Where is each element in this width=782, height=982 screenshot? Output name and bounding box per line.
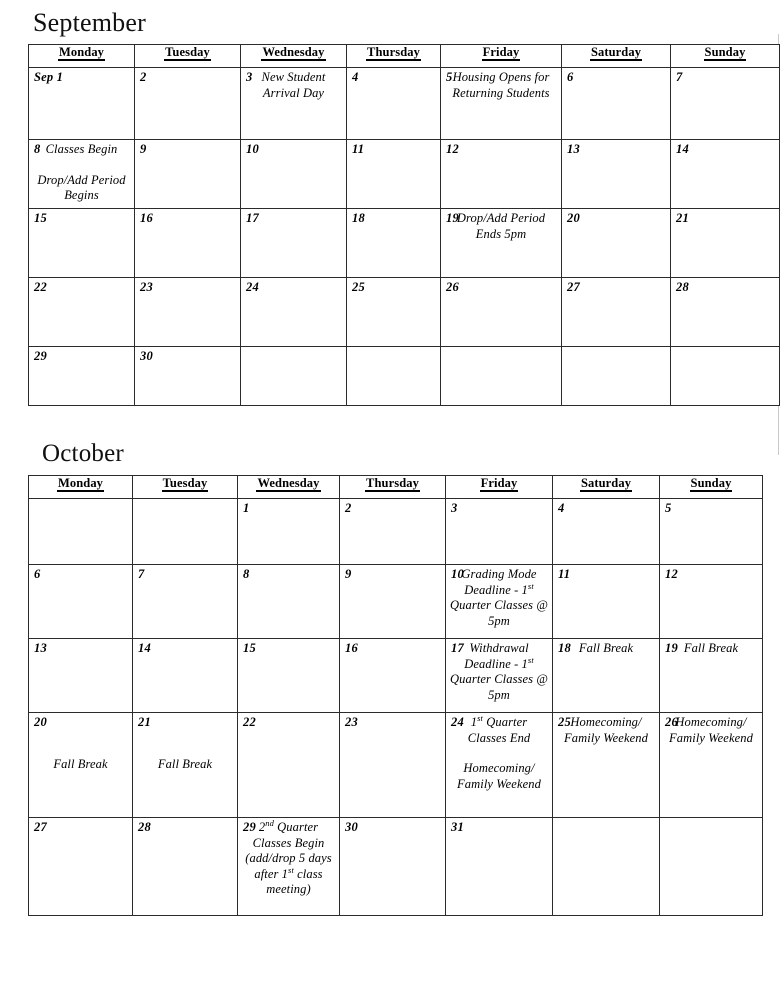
day-number: 15 (34, 211, 47, 225)
calendar-day-cell[interactable] (441, 209, 562, 278)
day-header-label: Saturday (590, 45, 642, 59)
calendar-day-cell[interactable] (135, 140, 241, 209)
calendar-day-cell[interactable] (553, 713, 660, 818)
calendar-week-row (29, 278, 780, 347)
calendar-day-cell[interactable] (241, 278, 347, 347)
day-number: 24 (451, 715, 464, 729)
day-header-thursday (347, 45, 441, 68)
calendar-day-cell-empty[interactable] (553, 818, 660, 916)
day-number: 8 (243, 567, 250, 581)
calendar-day-cell[interactable] (347, 68, 441, 140)
day-number: 9 (140, 142, 147, 156)
calendar-table-september (28, 44, 780, 406)
day-header-label: Wednesday (262, 45, 325, 59)
day-number: 1 (243, 501, 250, 515)
day-number: 9 (345, 567, 352, 581)
calendar-day-cell[interactable] (553, 499, 660, 565)
day-header-label: Friday (480, 476, 518, 490)
calendar-week-row (29, 818, 763, 916)
day-event-text: Homecoming/ Family Weekend (457, 761, 541, 791)
day-number: 21 (676, 211, 689, 225)
day-number: 2 (345, 501, 352, 515)
day-event-text: Withdrawal Deadline - 1st Quarter Classes @ 5pm (450, 641, 548, 702)
calendar-day-cell-empty[interactable] (671, 347, 780, 406)
month-title-october: October (42, 440, 124, 467)
day-number: 22 (243, 715, 256, 729)
calendar-day-cell[interactable] (446, 713, 553, 818)
day-number: 12 (446, 142, 459, 156)
calendar-day-cell[interactable] (135, 68, 241, 140)
calendar-day-cell-empty[interactable] (241, 347, 347, 406)
day-number: 19 (446, 211, 459, 225)
day-number: 17 (451, 641, 464, 655)
calendar-day-cell[interactable] (241, 68, 347, 140)
calendar-day-cell[interactable] (347, 209, 441, 278)
calendar-day-cell[interactable] (238, 713, 340, 818)
calendar-day-cell-empty[interactable] (347, 347, 441, 406)
day-events (29, 140, 134, 207)
month-title-september: September (33, 8, 146, 37)
calendar-day-cell[interactable] (562, 68, 671, 140)
day-events (241, 68, 346, 104)
calendar-day-cell[interactable] (347, 278, 441, 347)
day-number: 15 (243, 641, 256, 655)
day-header-tuesday (135, 45, 241, 68)
day-number: 8 (34, 142, 41, 156)
day-number: 6 (34, 567, 41, 581)
calendar-day-cell[interactable] (135, 209, 241, 278)
calendar-day-cell[interactable] (553, 639, 660, 713)
calendar-day-cell[interactable] (446, 565, 553, 639)
day-number: 20 (567, 211, 580, 225)
day-header-label: Friday (482, 45, 520, 59)
day-number: 16 (345, 641, 358, 655)
day-event-text: Fall Break (157, 757, 213, 771)
calendar-day-cell[interactable] (238, 565, 340, 639)
day-header-label: Wednesday (257, 476, 320, 490)
calendar-day-cell[interactable] (660, 639, 763, 713)
calendar-day-cell[interactable] (133, 639, 238, 713)
day-header-thursday (340, 476, 446, 499)
day-number: 16 (140, 211, 153, 225)
calendar-day-cell[interactable] (133, 713, 238, 818)
day-header-wednesday (241, 45, 347, 68)
day-number: 3 (451, 501, 458, 515)
day-number: 11 (558, 567, 571, 581)
calendar-day-cell[interactable] (340, 499, 446, 565)
day-header-label: Monday (57, 476, 104, 490)
calendar-day-cell[interactable] (238, 499, 340, 565)
day-event-text: New Student Arrival Day (261, 70, 326, 100)
day-number: 4 (352, 70, 359, 84)
calendar-day-cell[interactable] (133, 565, 238, 639)
calendar-week-row (29, 68, 780, 140)
calendar-week-row (29, 565, 763, 639)
day-number: 10 (451, 567, 464, 581)
day-header-monday (29, 45, 135, 68)
day-header-row (29, 45, 780, 68)
day-number: 26 (446, 280, 459, 294)
calendar-day-cell-empty[interactable] (562, 347, 671, 406)
day-event-text: 2nd Quarter Classes Begin (add/drop 5 days after 1st class meeting) (245, 817, 332, 896)
calendar-day-cell[interactable] (562, 278, 671, 347)
day-number: 23 (345, 715, 358, 729)
calendar-day-cell[interactable] (241, 140, 347, 209)
day-event-text: Drop/Add Period Begins (37, 172, 126, 202)
calendar-day-cell-empty[interactable] (660, 818, 763, 916)
calendar-day-cell[interactable] (29, 818, 133, 916)
day-header-sunday (671, 45, 780, 68)
day-number: 3 (246, 70, 253, 84)
day-event-text: Classes Begin (45, 142, 118, 156)
calendar-day-cell[interactable] (29, 140, 135, 209)
day-number: 19 (665, 641, 678, 655)
day-number: 26 (665, 715, 678, 729)
day-number: 28 (676, 280, 689, 294)
calendar-day-cell[interactable] (340, 713, 446, 818)
day-number: Sep 1 (34, 70, 64, 84)
calendar-day-cell-empty[interactable] (29, 499, 133, 565)
calendar-day-cell[interactable] (340, 818, 446, 916)
calendar-week-row (29, 347, 780, 406)
day-events (441, 209, 561, 245)
day-header-label: Sunday (690, 476, 732, 490)
day-header-sunday (660, 476, 763, 499)
day-header-monday (29, 476, 133, 499)
calendar-week-row (29, 209, 780, 278)
calendar-day-cell[interactable] (340, 565, 446, 639)
day-number: 14 (138, 641, 151, 655)
day-event-text: 1st Quarter Classes End (467, 712, 531, 745)
day-number: 24 (246, 280, 259, 294)
day-event-text: Homecoming/ Family Weekend (564, 715, 648, 745)
day-event-text: Grading Mode Deadline - 1st Quarter Classes @ 5pm (450, 567, 548, 628)
day-header-friday (441, 45, 562, 68)
day-header-label: Saturday (580, 476, 632, 490)
day-event-text: Housing Opens for Returning Students (452, 70, 550, 100)
calendar-week-row (29, 140, 780, 209)
day-number: 17 (246, 211, 259, 225)
day-number: 27 (34, 820, 47, 834)
day-header-tuesday (133, 476, 238, 499)
day-number: 27 (567, 280, 580, 294)
calendar-day-cell[interactable] (441, 278, 562, 347)
day-number: 14 (676, 142, 689, 156)
day-header-label: Thursday (366, 476, 419, 490)
calendar-day-cell[interactable] (29, 209, 135, 278)
day-number: 18 (558, 641, 571, 655)
day-number: 13 (34, 641, 47, 655)
day-event-text: Fall Break (683, 641, 739, 655)
day-number: 23 (140, 280, 153, 294)
calendar-day-cell[interactable] (135, 347, 241, 406)
day-number: 5 (665, 501, 672, 515)
calendar-day-cell[interactable] (553, 565, 660, 639)
day-number: 29 (243, 820, 256, 834)
day-number: 28 (138, 820, 151, 834)
calendar-day-cell[interactable] (238, 639, 340, 713)
calendar-day-cell[interactable] (241, 209, 347, 278)
day-number: 5 (446, 70, 453, 84)
day-number: 30 (345, 820, 358, 834)
day-number: 12 (665, 567, 678, 581)
calendar-body-october (29, 499, 763, 916)
day-number: 21 (138, 715, 151, 729)
day-header-label: Thursday (367, 45, 420, 59)
day-event-text: Homecoming/ Family Weekend (669, 715, 753, 745)
day-number: 6 (567, 70, 574, 84)
day-header-saturday (553, 476, 660, 499)
calendar-day-cell[interactable] (238, 818, 340, 916)
day-number: 18 (352, 211, 365, 225)
day-number: 31 (451, 820, 464, 834)
day-header-saturday (562, 45, 671, 68)
day-event-text: Fall Break (578, 641, 634, 655)
day-number: 30 (140, 349, 153, 363)
calendar-day-cell[interactable] (446, 639, 553, 713)
day-number: 13 (567, 142, 580, 156)
calendar-table-october (28, 475, 763, 916)
calendar-day-cell[interactable] (29, 565, 133, 639)
calendar-day-cell[interactable] (660, 499, 763, 565)
calendar-day-cell[interactable] (441, 68, 562, 140)
day-number: 25 (352, 280, 365, 294)
calendar-week-row (29, 713, 763, 818)
calendar-day-cell[interactable] (347, 140, 441, 209)
calendar-day-cell[interactable] (671, 140, 780, 209)
calendar-day-cell[interactable] (446, 818, 553, 916)
day-number: 10 (246, 142, 259, 156)
day-header-label: Tuesday (165, 45, 210, 59)
day-events (441, 68, 561, 104)
day-number: 29 (34, 349, 47, 363)
day-number: 2 (140, 70, 147, 84)
calendar-day-cell-empty[interactable] (441, 347, 562, 406)
calendar-day-cell[interactable] (29, 639, 133, 713)
calendar-day-cell[interactable] (340, 639, 446, 713)
calendar-day-cell[interactable] (562, 209, 671, 278)
calendar-day-cell[interactable] (29, 347, 135, 406)
day-number: 7 (676, 70, 683, 84)
calendar-day-cell[interactable] (671, 68, 780, 140)
day-header-friday (446, 476, 553, 499)
day-number: 7 (138, 567, 145, 581)
calendar-day-cell[interactable] (29, 68, 135, 140)
day-number: 25 (558, 715, 571, 729)
calendar-week-row (29, 639, 763, 713)
day-number: 11 (352, 142, 365, 156)
day-event-text: Fall Break (53, 757, 108, 771)
calendar-day-cell[interactable] (133, 818, 238, 916)
day-number: 4 (558, 501, 565, 515)
day-number: 20 (34, 715, 47, 729)
day-header-label: Sunday (704, 45, 746, 59)
day-event-text: Drop/Add Period Ends 5pm (456, 211, 546, 241)
day-header-label: Tuesday (162, 476, 208, 490)
calendar-day-cell[interactable] (446, 499, 553, 565)
calendar-day-cell[interactable] (29, 713, 133, 818)
day-header-wednesday (238, 476, 340, 499)
calendar-day-cell[interactable] (562, 140, 671, 209)
day-header-label: Monday (58, 45, 105, 59)
calendar-day-cell[interactable] (660, 713, 763, 818)
month-block-october (28, 437, 763, 916)
day-header-row (29, 476, 763, 499)
day-number: 22 (34, 280, 47, 294)
calendar-day-cell[interactable] (135, 278, 241, 347)
calendar-day-cell-empty[interactable] (133, 499, 238, 565)
calendar-body-september (29, 68, 780, 406)
calendar-week-row (29, 499, 763, 565)
calendar-day-cell[interactable] (29, 278, 135, 347)
calendar-day-cell[interactable] (671, 209, 780, 278)
month-block-september (28, 6, 780, 406)
calendar-day-cell[interactable] (660, 565, 763, 639)
calendar-day-cell[interactable] (441, 140, 562, 209)
calendar-day-cell[interactable] (671, 278, 780, 347)
